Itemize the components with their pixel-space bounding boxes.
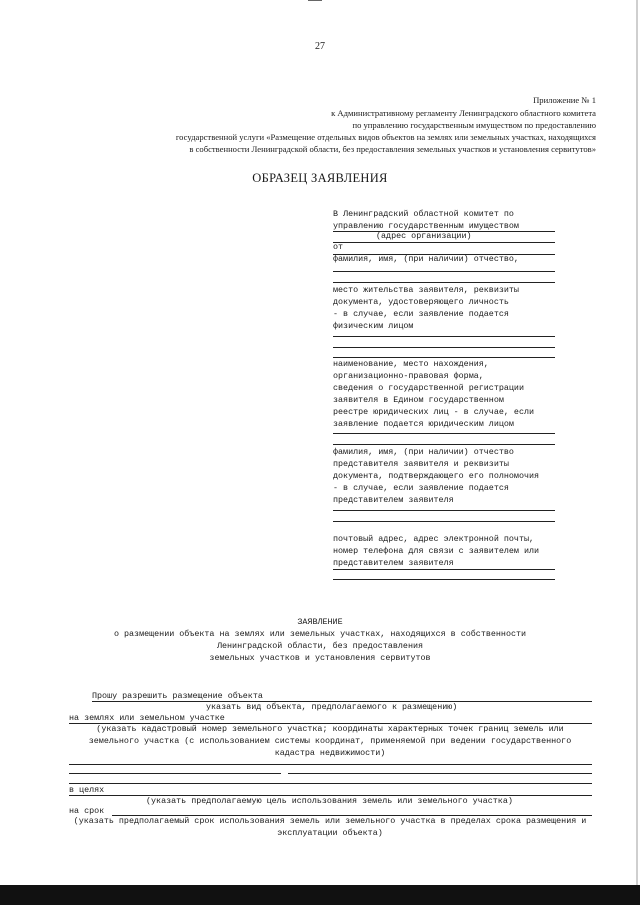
residence-hint: - в случае, если заявление подается — [333, 309, 509, 319]
scan-top-mark — [308, 0, 322, 1]
lands-label: на землях или земельном участке — [69, 713, 225, 723]
input-line — [288, 773, 592, 774]
appendix-line: в собственности Ленинградской области, без предоставления земельных участков и установления сервитутов» — [189, 144, 596, 154]
request-label: Прошу разрешить размещение объекта — [92, 691, 263, 701]
statement-heading: ЗАЯВЛЕНИЕ — [297, 617, 343, 627]
term-hint: эксплуатации объекта) — [277, 828, 383, 838]
input-line — [333, 444, 555, 445]
sample-title: ОБРАЗЕЦ ЗАЯВЛЕНИЯ — [252, 171, 388, 185]
input-line — [69, 773, 281, 774]
org-hint: заявление подается юридическим лицом — [333, 419, 514, 429]
fio-hint: фамилия, имя, (при наличии) отчество, — [333, 254, 519, 264]
org-hint: наименование, место нахождения, — [333, 359, 489, 369]
cadastre-hint: (указать кадастровый номер земельного участка; координаты характерных точек границ земель или — [96, 724, 564, 734]
addressee-hint: (адрес организации) — [376, 231, 472, 241]
input-line — [333, 282, 555, 283]
input-line — [333, 433, 555, 434]
object-hint: указать вид объекта, предполагаемого к размещению) — [206, 702, 458, 712]
residence-hint: место жительства заявителя, реквизиты — [333, 285, 519, 295]
rep-hint: представителя заявителя и реквизиты — [333, 459, 509, 469]
statement-subtitle: Ленинградской области, без предоставления — [216, 641, 424, 651]
org-hint: реестре юридических лиц - в случае, если — [333, 407, 535, 417]
rep-hint: представителем заявителя — [333, 495, 454, 505]
cadastre-hint: земельного участка (с использованием системы координат, применяемой при ведении государственного — [88, 736, 572, 746]
org-hint: организационно-правовая форма, — [333, 371, 484, 381]
addressee-line: В Ленинградский областной комитет по — [333, 209, 514, 219]
term-label: на срок — [69, 806, 105, 816]
residence-hint: физическим лицом — [333, 321, 414, 331]
org-hint: заявителя в Едином государственном — [333, 395, 504, 405]
purpose-label: в целях — [69, 785, 105, 795]
input-line — [333, 271, 555, 272]
statement-subtitle: о размещении объекта на землях или земельных участках, находящихся в собственности — [113, 629, 527, 639]
input-line — [333, 521, 555, 522]
input-line — [333, 336, 555, 337]
input-line — [69, 764, 592, 765]
input-line — [333, 510, 555, 511]
residence-hint: документа, удостоверяющего личность — [333, 297, 509, 307]
input-line — [333, 579, 555, 580]
rep-hint: документа, подтверждающего его полномочия — [333, 471, 540, 481]
term-hint: (указать предполагаемый срок использования земель или земельного участка в пределах срока размещения и — [73, 816, 587, 826]
page-number: 27 — [315, 41, 325, 52]
appendix-number: Приложение № 1 — [533, 95, 596, 105]
input-line — [333, 569, 555, 570]
appendix-line: к Административному регламенту Ленинградского областного комитета — [331, 108, 596, 118]
contact-hint: почтовый адрес, адрес электронной почты, — [333, 534, 535, 544]
purpose-hint: (указать предполагаемую цель использования земель или земельного участка) — [146, 796, 513, 806]
scan-bottom-border — [0, 885, 640, 905]
contact-hint: номер телефона для связи с заявителем или — [333, 546, 540, 556]
rep-hint: фамилия, имя, (при наличии) отчество — [333, 447, 514, 457]
addressee-line: управлению государственным имуществом — [333, 221, 519, 231]
underline — [333, 242, 555, 243]
cadastre-hint: кадастра недвижимости) — [274, 748, 386, 758]
rep-hint: - в случае, если заявление подается — [333, 483, 509, 493]
org-hint: сведения о государственной регистрации — [333, 383, 524, 393]
contact-hint: представителем заявителя — [333, 558, 454, 568]
from-label: от — [333, 242, 344, 252]
input-line — [69, 783, 592, 784]
input-line — [333, 347, 555, 348]
scan-right-edge — [636, 0, 638, 905]
appendix-line: по управлению государственным имуществом по предоставлению — [352, 120, 596, 130]
statement-subtitle: земельных участков и установления сервитутов — [209, 653, 431, 663]
appendix-line: государственной услуги «Размещение отдельных видов объектов на землях или земельных участках, находящихся — [175, 132, 596, 142]
